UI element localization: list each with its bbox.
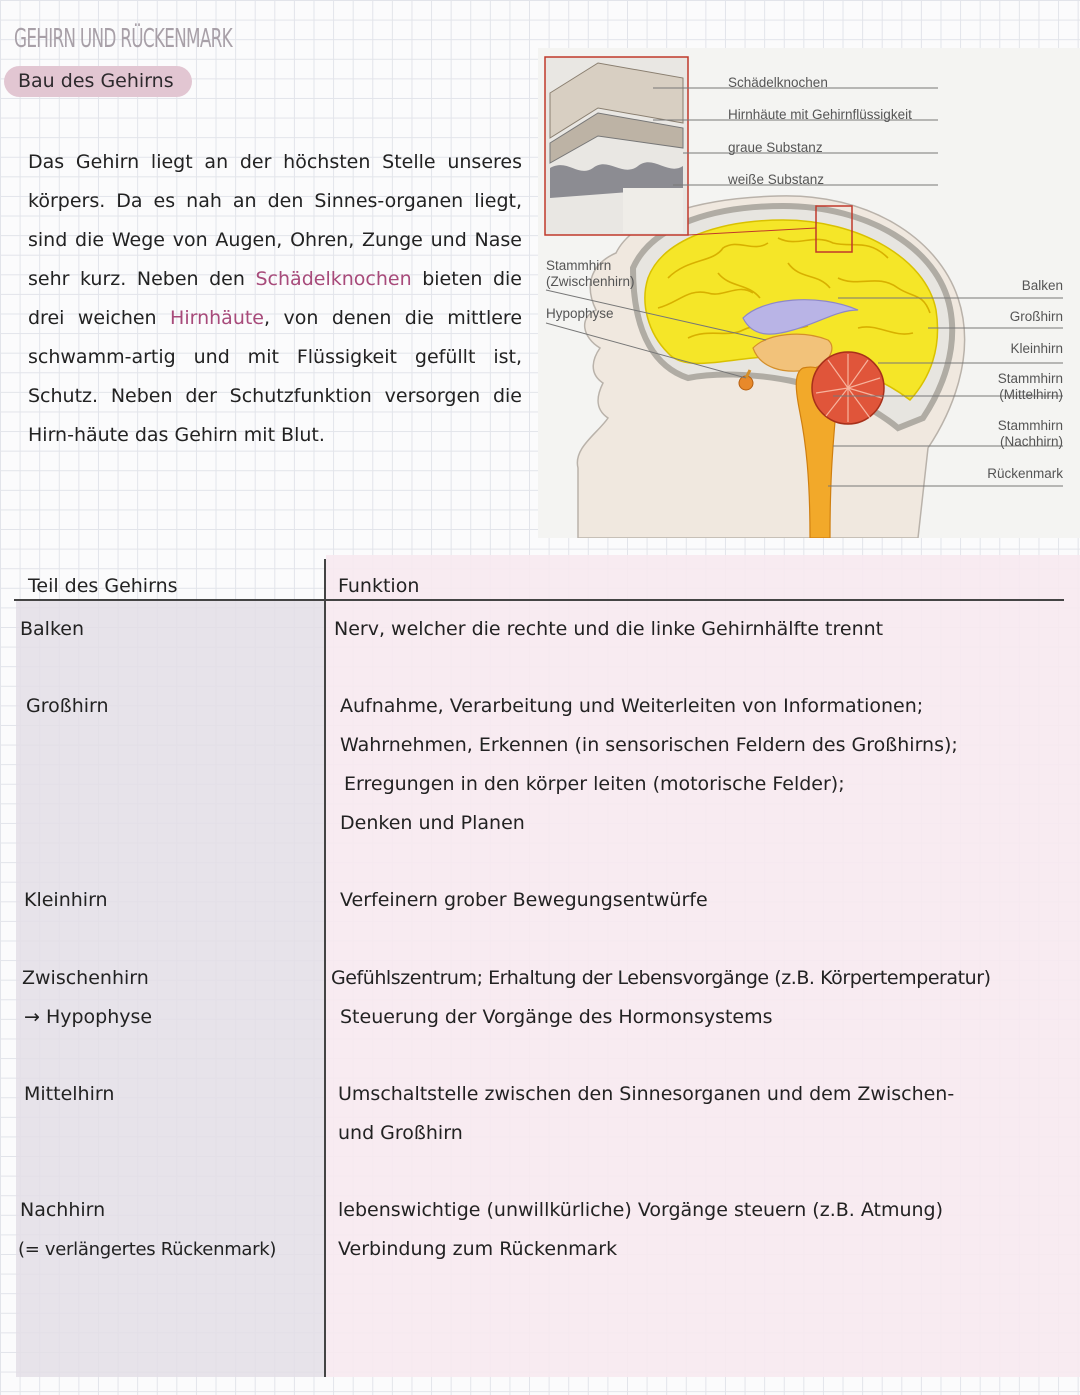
- column-divider: [324, 559, 326, 1377]
- label-stammhirn-n: Stammhirn: [997, 418, 1063, 433]
- brain-diagram: [538, 48, 1080, 538]
- brain-diagram-svg: [538, 48, 1080, 538]
- hypophyse-shape: [739, 376, 753, 390]
- row-function-zwischenhirn-1: Gefühlszentrum; Erhaltung der Lebensvorgänge (z.B. Körpertemperatur): [331, 967, 991, 989]
- row-part-nachhirn: Nachhirn: [20, 1199, 106, 1221]
- label-mittelhirn: (Mittelhirn): [999, 387, 1063, 402]
- label-zwischenhirn: (Zwischenhirn): [546, 274, 635, 289]
- row-function-nachhirn-1: lebenswichtige (unwillkürliche) Vorgänge steuern (z.B. Atmung): [338, 1199, 944, 1221]
- row-part-mittelhirn: Mittelhirn: [24, 1083, 115, 1105]
- row-function-mittelhirn-1: Umschaltstelle zwischen den Sinnesorganen und dem Zwischen-: [338, 1083, 955, 1105]
- row-part-kleinhirn: Kleinhirn: [24, 889, 108, 911]
- label-hypophyse: Hypophyse: [546, 306, 614, 321]
- row-function-grosshirn-2: Wahrnehmen, Erkennen (in sensorischen Feldern des Großhirns);: [340, 734, 958, 756]
- row-part-balken: Balken: [20, 618, 85, 640]
- header-part: Teil des Gehirns: [28, 575, 178, 597]
- header-divider: [14, 599, 1064, 601]
- brain-parts-table: [0, 555, 1080, 1375]
- intro-text-3: , von denen die mittlere schwamm-artig und mit Flüssigkeit gefüllt ist, Schutz. Neben der Schutzfunktion versorgen die Hirn-häute das Gehirn mit Blut.: [28, 307, 523, 446]
- row-function-grosshirn-3: Erregungen in den körper leiten (motorische Felder);: [344, 773, 845, 795]
- label-balken: Balken: [1021, 278, 1063, 293]
- highlight-schaedelknochen: Schädelknochen: [255, 268, 412, 290]
- label-stammhirn-z: Stammhirn: [546, 258, 612, 273]
- row-function-balken: Nerv, welcher die rechte und die linke Gehirnhälfte trennt: [334, 618, 884, 640]
- intro-text-1: Das Gehirn liegt an der höchsten Stelle unseres körpers. Da es nah an den Sinnes-organen liegt, sind die Wege von Augen, Ohren, Zunge und Nase sehr kurz. Neben den: [28, 151, 522, 290]
- row-function-zwischenhirn-2: Steuerung der Vorgänge des Hormonsystems: [340, 1006, 773, 1028]
- label-rueckenmark: Rückenmark: [987, 466, 1063, 481]
- intro-paragraph: [28, 143, 522, 455]
- row-part-zwischenhirn: Zwischenhirn: [22, 967, 149, 989]
- row-part-hypophyse: → Hypophyse: [24, 1006, 153, 1028]
- intro-text-2: bieten die drei weichen: [28, 268, 523, 329]
- row-function-mittelhirn-2: und Großhirn: [338, 1122, 463, 1144]
- label-kleinhirn: Kleinhirn: [1010, 341, 1063, 356]
- row-function-nachhirn-2: Verbindung zum Rückenmark: [338, 1238, 618, 1260]
- row-function-kleinhirn: Verfeinern grober Bewegungsentwürfe: [340, 889, 708, 911]
- label-stammhirn-m: Stammhirn: [997, 371, 1063, 386]
- highlight-hirnhaeute: Hirnhäute: [170, 307, 264, 329]
- header-function: Funktion: [338, 575, 420, 597]
- label-weisse-substanz: weiße Substanz: [728, 172, 825, 187]
- label-schaedelknochen: Schädelknochen: [728, 75, 828, 90]
- row-part-grosshirn: Großhirn: [26, 695, 109, 717]
- row-function-grosshirn-4: Denken und Planen: [340, 812, 525, 834]
- label-graue-substanz: graue Substanz: [728, 140, 823, 155]
- section-heading: Bau des Gehirns: [4, 66, 192, 97]
- label-hirnhaeute: Hirnhäute mit Gehirnflüssigkeit: [728, 107, 912, 122]
- label-nachhirn: (Nachhirn): [999, 434, 1063, 449]
- label-grosshirn: Großhirn: [1009, 309, 1063, 324]
- row-function-grosshirn-1: Aufnahme, Verarbeitung und Weiterleiten von Informationen;: [340, 695, 924, 717]
- page-title: GEHIRN UND RÜCKENMARK: [14, 24, 232, 54]
- inset-white-matter: [623, 188, 683, 233]
- row-part-nachhirn-note: (= verlängertes Rückenmark): [18, 1239, 277, 1260]
